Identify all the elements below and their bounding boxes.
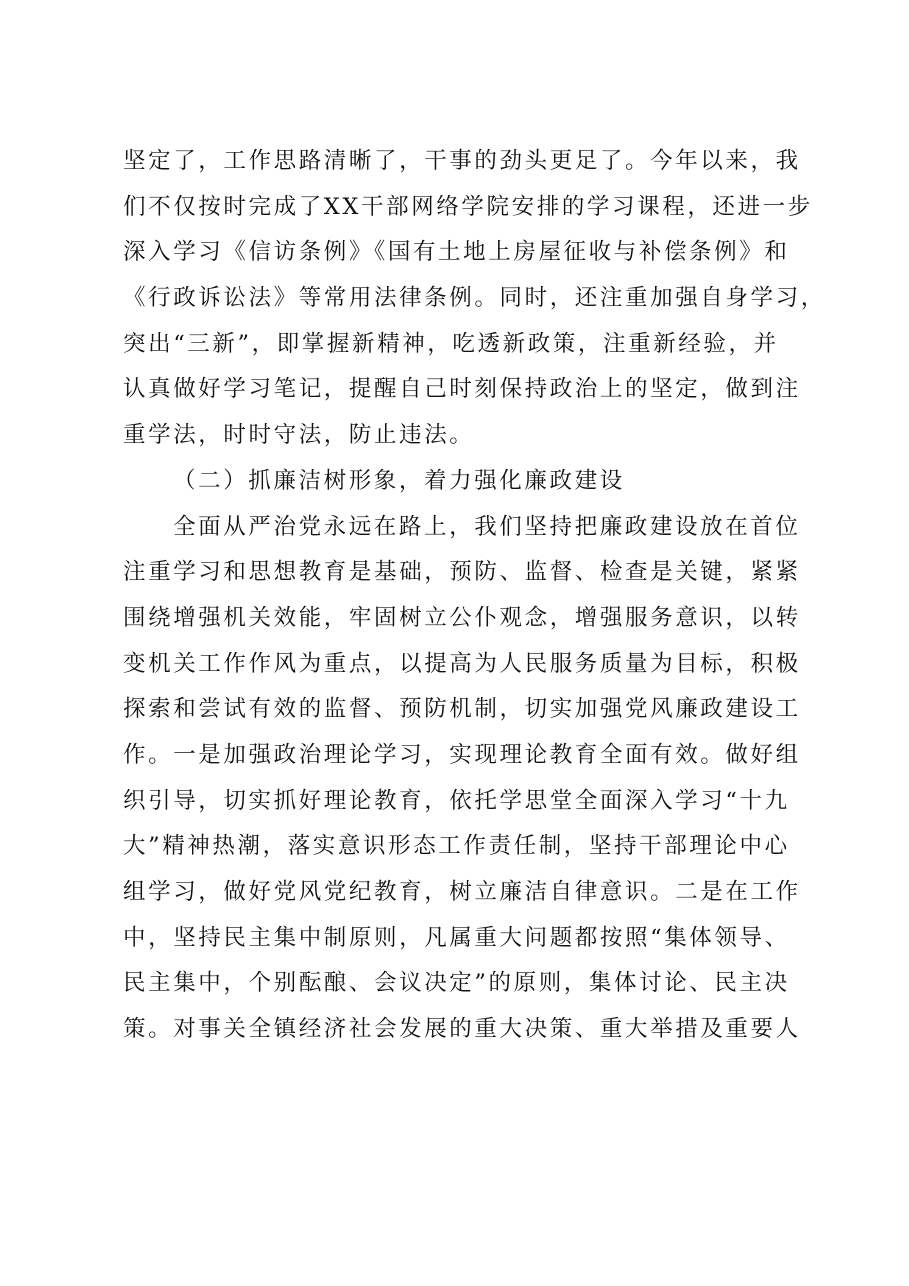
paragraph-1-line: 突出“三新”，即掌握新精神，吃透新政策，注重新经验，并 [123, 330, 779, 357]
section-heading: （二）抓廉洁树形象，着力强化廉政建设 [173, 467, 625, 494]
paragraph-2-line: 探索和尝试有效的监督、预防机制，切实加强党风廉政建设工 [123, 696, 801, 723]
paragraph-1-line: 重学法，时时守法，防止违法。 [123, 422, 475, 449]
paragraph-2-line: 中，坚持民主集中制原则，凡属重大问题都按照“集体领导、 [123, 924, 790, 951]
paragraph-2-line: 作。一是加强政治理论学习，实现理论教育全面有效。做好组 [123, 741, 801, 768]
paragraph-2-line: 注重学习和思想教育是基础，预防、监督、检查是关键，紧紧 [123, 559, 801, 586]
paragraph-2-line: 围绕增强机关效能，牢固树立公仆观念，增强服务意识，以转 [123, 604, 801, 631]
paragraph-1-line: 坚定了，工作思路清晰了，干事的劲头更足了。今年以来，我 [123, 148, 801, 174]
paragraph-2-line: 全面从严治党永远在路上，我们坚持把廉政建设放在首位 [173, 513, 801, 540]
paragraph-2-line: 组学习，做好党风党纪教育，树立廉洁自律意识。二是在工作 [123, 879, 801, 905]
paragraph-2-line: 变机关工作作风为重点，以提高为人民服务质量为目标，积极 [123, 650, 801, 677]
paragraph-2-line: 民主集中，个别酝酿、会议决定”的原则，集体讨论、民主决 [123, 970, 790, 997]
paragraph-2-line: 策。对事关全镇经济社会发展的重大决策、重大举措及重要人 [123, 1016, 801, 1043]
paragraph-2-line: 织引导，切实抓好理论教育，依托学思堂全面深入学习“十九 [123, 787, 790, 814]
paragraph-1-line: 深入学习《信访条例》《国有土地上房屋征收与补偿条例》和 [123, 239, 790, 266]
paragraph-1-line: 《行政诉讼法》等常用法律条例。同时，还注重加强自身学习， [123, 285, 826, 312]
paragraph-2-line: 大”精神热潮，落实意识形态工作责任制，坚持干部理论中心 [123, 833, 790, 860]
paragraph-1-line: 们不仅按时完成了XX干部网络学院安排的学习课程，还进一步 [123, 193, 813, 220]
paragraph-1-line: 认真做好学习笔记，提醒自己时刻保持政治上的坚定，做到注 [123, 376, 801, 403]
document-body [123, 139, 826, 1053]
